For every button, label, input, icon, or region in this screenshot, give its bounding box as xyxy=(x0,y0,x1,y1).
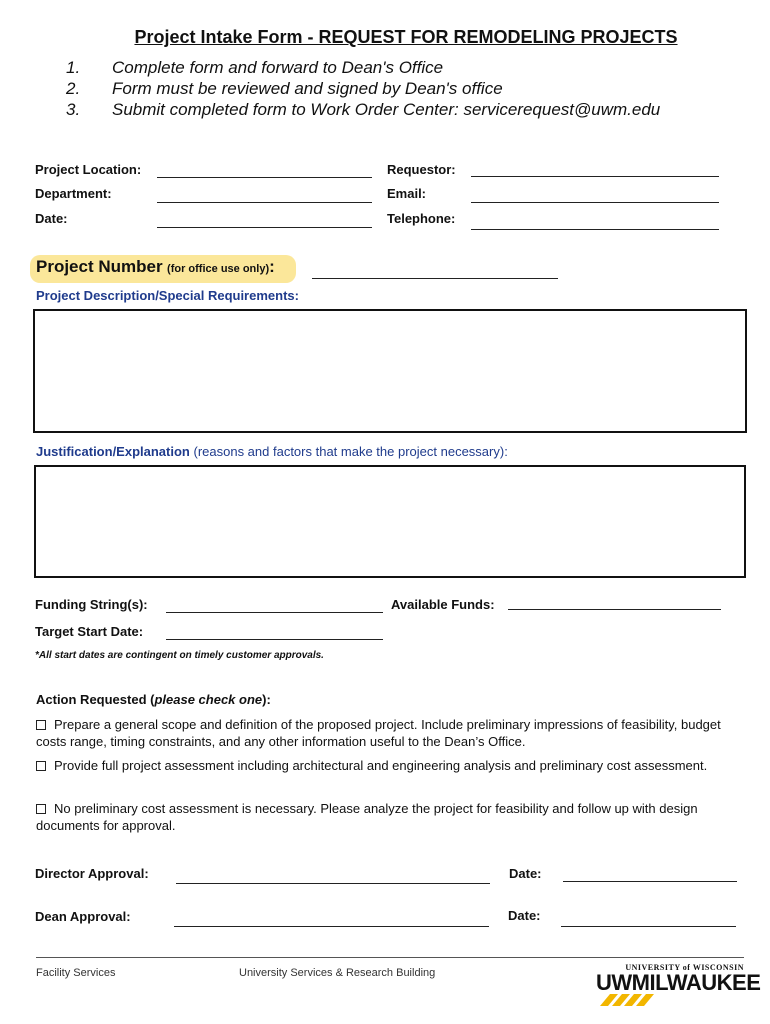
project-number-label xyxy=(36,257,275,277)
project-number-field[interactable] xyxy=(312,278,558,279)
logo-stripes-icon xyxy=(600,992,660,1006)
start-date-note: *All start dates are contingent on timely customer approvals. xyxy=(35,650,324,661)
description-textarea[interactable] xyxy=(33,309,747,433)
action-option-text: Provide full project assessment including architectural and engineering analysis and preliminary cost assessment. xyxy=(54,758,708,773)
date-label: Date: xyxy=(35,211,68,226)
instruction-item xyxy=(66,79,766,99)
telephone-field[interactable] xyxy=(471,229,719,230)
form-title: Project Intake Form - REQUEST FOR REMODELING PROJECTS xyxy=(134,27,678,47)
instruction-number: 2. xyxy=(66,79,81,98)
footer-left-text: Facility Services xyxy=(36,967,116,979)
justification-title: Justification/Explanation xyxy=(36,444,190,459)
project-number-note: (for office use only) xyxy=(167,263,270,275)
action-option-text: Prepare a general scope and definition of the proposed project. Include preliminary impressions of feasibility, budget costs range, timing constraints, and any other information useful to the Dean’s Office. xyxy=(36,717,721,749)
justification-label xyxy=(36,444,508,459)
footer-divider xyxy=(36,957,744,958)
action-option xyxy=(36,800,746,834)
action-heading-emphasis: please check one xyxy=(154,692,263,707)
instruction-item xyxy=(66,100,766,120)
requestor-label: Requestor: xyxy=(387,162,456,177)
available-funds-label: Available Funds: xyxy=(391,597,495,612)
target-start-field[interactable] xyxy=(166,639,383,640)
university-logo-top: UNIVERSITY of WISCONSIN xyxy=(625,963,744,972)
project-number-colon: : xyxy=(269,257,275,276)
action-option xyxy=(36,716,746,750)
dean-approval-field[interactable] xyxy=(174,926,489,927)
director-approval-label: Director Approval: xyxy=(35,866,149,881)
instruction-number: 1. xyxy=(66,58,81,77)
department-field[interactable] xyxy=(157,202,372,203)
available-funds-field[interactable] xyxy=(508,609,721,610)
director-approval-field[interactable] xyxy=(176,883,490,884)
footer-center-text: University Services & Research Building xyxy=(239,967,436,979)
instruction-text: Complete form and forward to Dean's Office xyxy=(112,58,444,77)
director-date-field[interactable] xyxy=(563,881,737,882)
date-field[interactable] xyxy=(157,227,372,228)
action-checkbox[interactable] xyxy=(36,761,46,771)
instruction-number: 3. xyxy=(66,100,81,119)
email-field[interactable] xyxy=(471,202,719,203)
description-label: Project Description/Special Requirements: xyxy=(36,288,299,303)
requestor-field[interactable] xyxy=(471,176,719,177)
dean-date-field[interactable] xyxy=(561,926,736,927)
director-date-label: Date: xyxy=(509,866,542,881)
action-heading-text: Action Requested ( xyxy=(36,692,155,707)
funding-string-field[interactable] xyxy=(166,612,383,613)
action-heading xyxy=(36,692,271,707)
dean-approval-label: Dean Approval: xyxy=(35,909,131,924)
justification-note: (reasons and factors that make the project necessary): xyxy=(193,444,508,459)
action-option xyxy=(36,757,746,774)
action-checkbox[interactable] xyxy=(36,804,46,814)
justification-textarea[interactable] xyxy=(34,465,746,578)
action-option-text: No preliminary cost assessment is necessary. Please analyze the project for feasibility and follow up with design documents for approval. xyxy=(36,801,698,833)
funding-string-label: Funding String(s): xyxy=(35,597,148,612)
university-logo-wordmark: UWMILWAUKEE xyxy=(596,970,761,995)
project-location-field[interactable] xyxy=(157,177,372,178)
telephone-label: Telephone: xyxy=(387,211,456,226)
instruction-item xyxy=(66,58,766,78)
project-location-label: Project Location: xyxy=(35,162,142,177)
dean-date-label: Date: xyxy=(508,908,541,923)
action-heading-end: ): xyxy=(262,692,271,707)
project-number-title: Project Number xyxy=(36,257,163,276)
instruction-text: Submit completed form to Work Order Center: servicerequest@uwm.edu xyxy=(112,100,661,119)
email-label: Email: xyxy=(387,186,427,201)
target-start-label: Target Start Date: xyxy=(35,624,144,639)
instruction-text: Form must be reviewed and signed by Dean's office xyxy=(112,79,503,98)
action-checkbox[interactable] xyxy=(36,720,46,730)
department-label: Department: xyxy=(35,186,112,201)
